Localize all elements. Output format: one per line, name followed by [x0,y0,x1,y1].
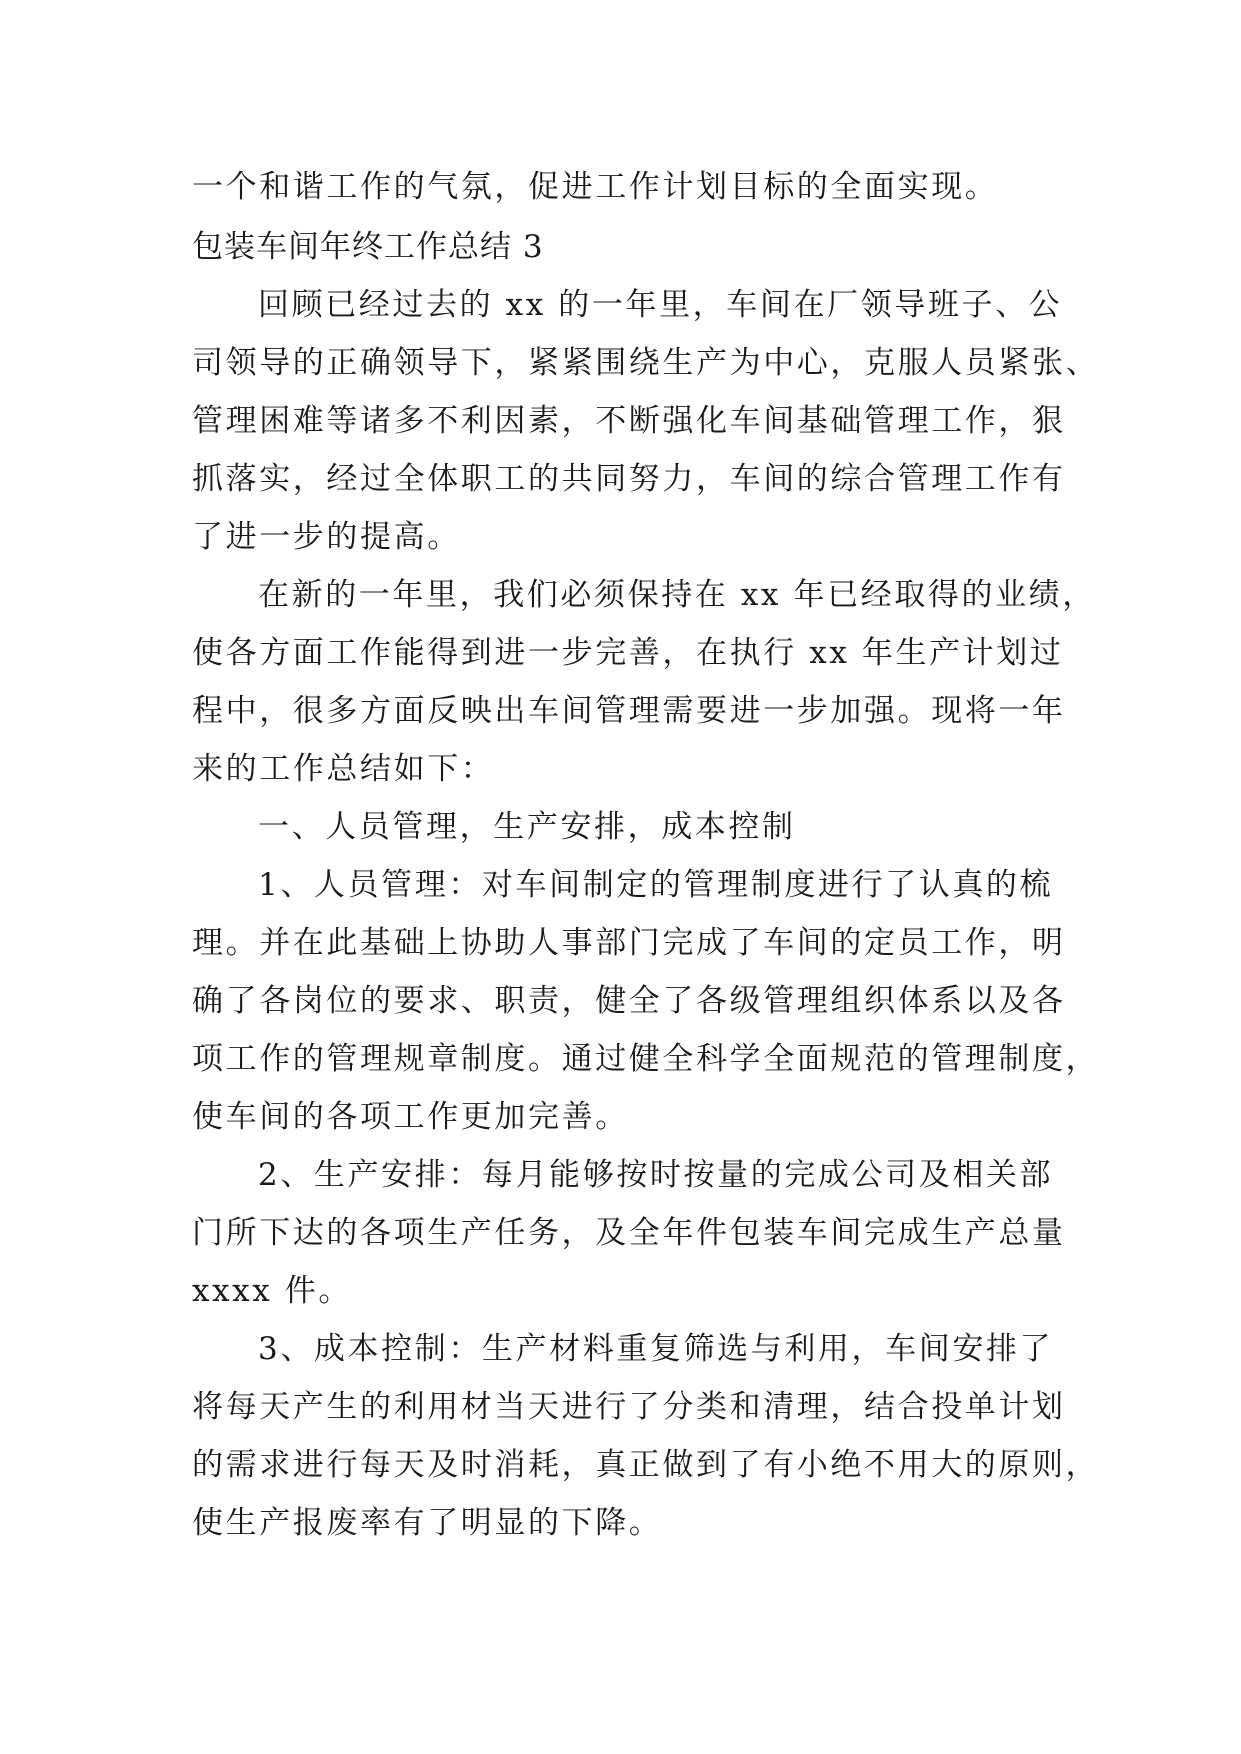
paragraph-cost-control [192,1320,1100,1552]
paragraph-line: 1、人员管理：对车间制定的管理制度进行了认真的梳 [258,867,1054,903]
paragraph-line: 使生产报废率有了明显的下降。 [192,1505,663,1541]
paragraph-line: 抓落实，经过全体职工的共同努力，车间的综合管理工作有 [192,461,1066,497]
section-heading: 一、人员管理，生产安排，成本控制 [258,809,796,845]
paragraph-line: 3、成本控制：生产材料重复筛选与利用，车间安排了 [258,1331,1054,1367]
paragraph-line: 门所下达的各项生产任务，及全年件包装车间完成生产总量 [192,1215,1066,1251]
paragraph-line: 司领导的正确领导下，紧紧围绕生产为中心，克服人员紧张、 [192,345,1100,381]
paragraph-review [192,276,1100,566]
paragraph-line: 项工作的管理规章制度。通过健全科学全面规范的管理制度， [192,1041,1100,1077]
paragraph-new-year [192,566,1096,798]
paragraph-production-schedule [192,1146,1066,1320]
paragraph-line: 使车间的各项工作更加完善。 [192,1099,629,1135]
paragraph-line: 程中，很多方面反映出车间管理需要进一步加强。现将一年 [192,693,1066,729]
section-title: 包装车间年终工作总结 3 [192,229,544,265]
paragraph-line: 理。并在此基础上协助人事部门完成了车间的定员工作，明 [192,925,1066,961]
paragraph-line: 确了各岗位的要求、职责，健全了各级管理组织体系以及各 [192,983,1066,1019]
intro-line: 一个和谐工作的气氛，促进工作计划目标的全面实现。 [192,169,999,205]
paragraph-line: 回顾已经过去的 xx 的一年里，车间在厂领导班子、公 [258,287,1063,323]
document-body [192,158,1100,1552]
paragraph-line: 来的工作总结如下： [192,751,495,787]
paragraph-line: 使各方面工作能得到进一步完善，在执行 xx 年生产计划过 [192,635,1064,671]
paragraph-line: 2、生产安排：每月能够按时按量的完成公司及相关部 [258,1157,1054,1193]
heading-section-one [192,798,1054,856]
paragraph-line: 了进一步的提高。 [192,519,461,555]
paragraph-line: 将每天产生的利用材当天进行了分类和清理，结合投单计划 [192,1389,1066,1425]
paragraph-line: 的需求进行每天及时消耗，真正做到了有小绝不用大的原则， [192,1447,1100,1483]
paragraph-line: 管理困难等诸多不利因素，不断强化车间基础管理工作，狠 [192,403,1066,439]
paragraph-staff-management [192,856,1100,1146]
paragraph-line: xxxx 件。 [192,1273,352,1309]
paragraph-line: 在新的一年里，我们必须保持在 xx 年已经取得的业绩， [258,577,1096,613]
